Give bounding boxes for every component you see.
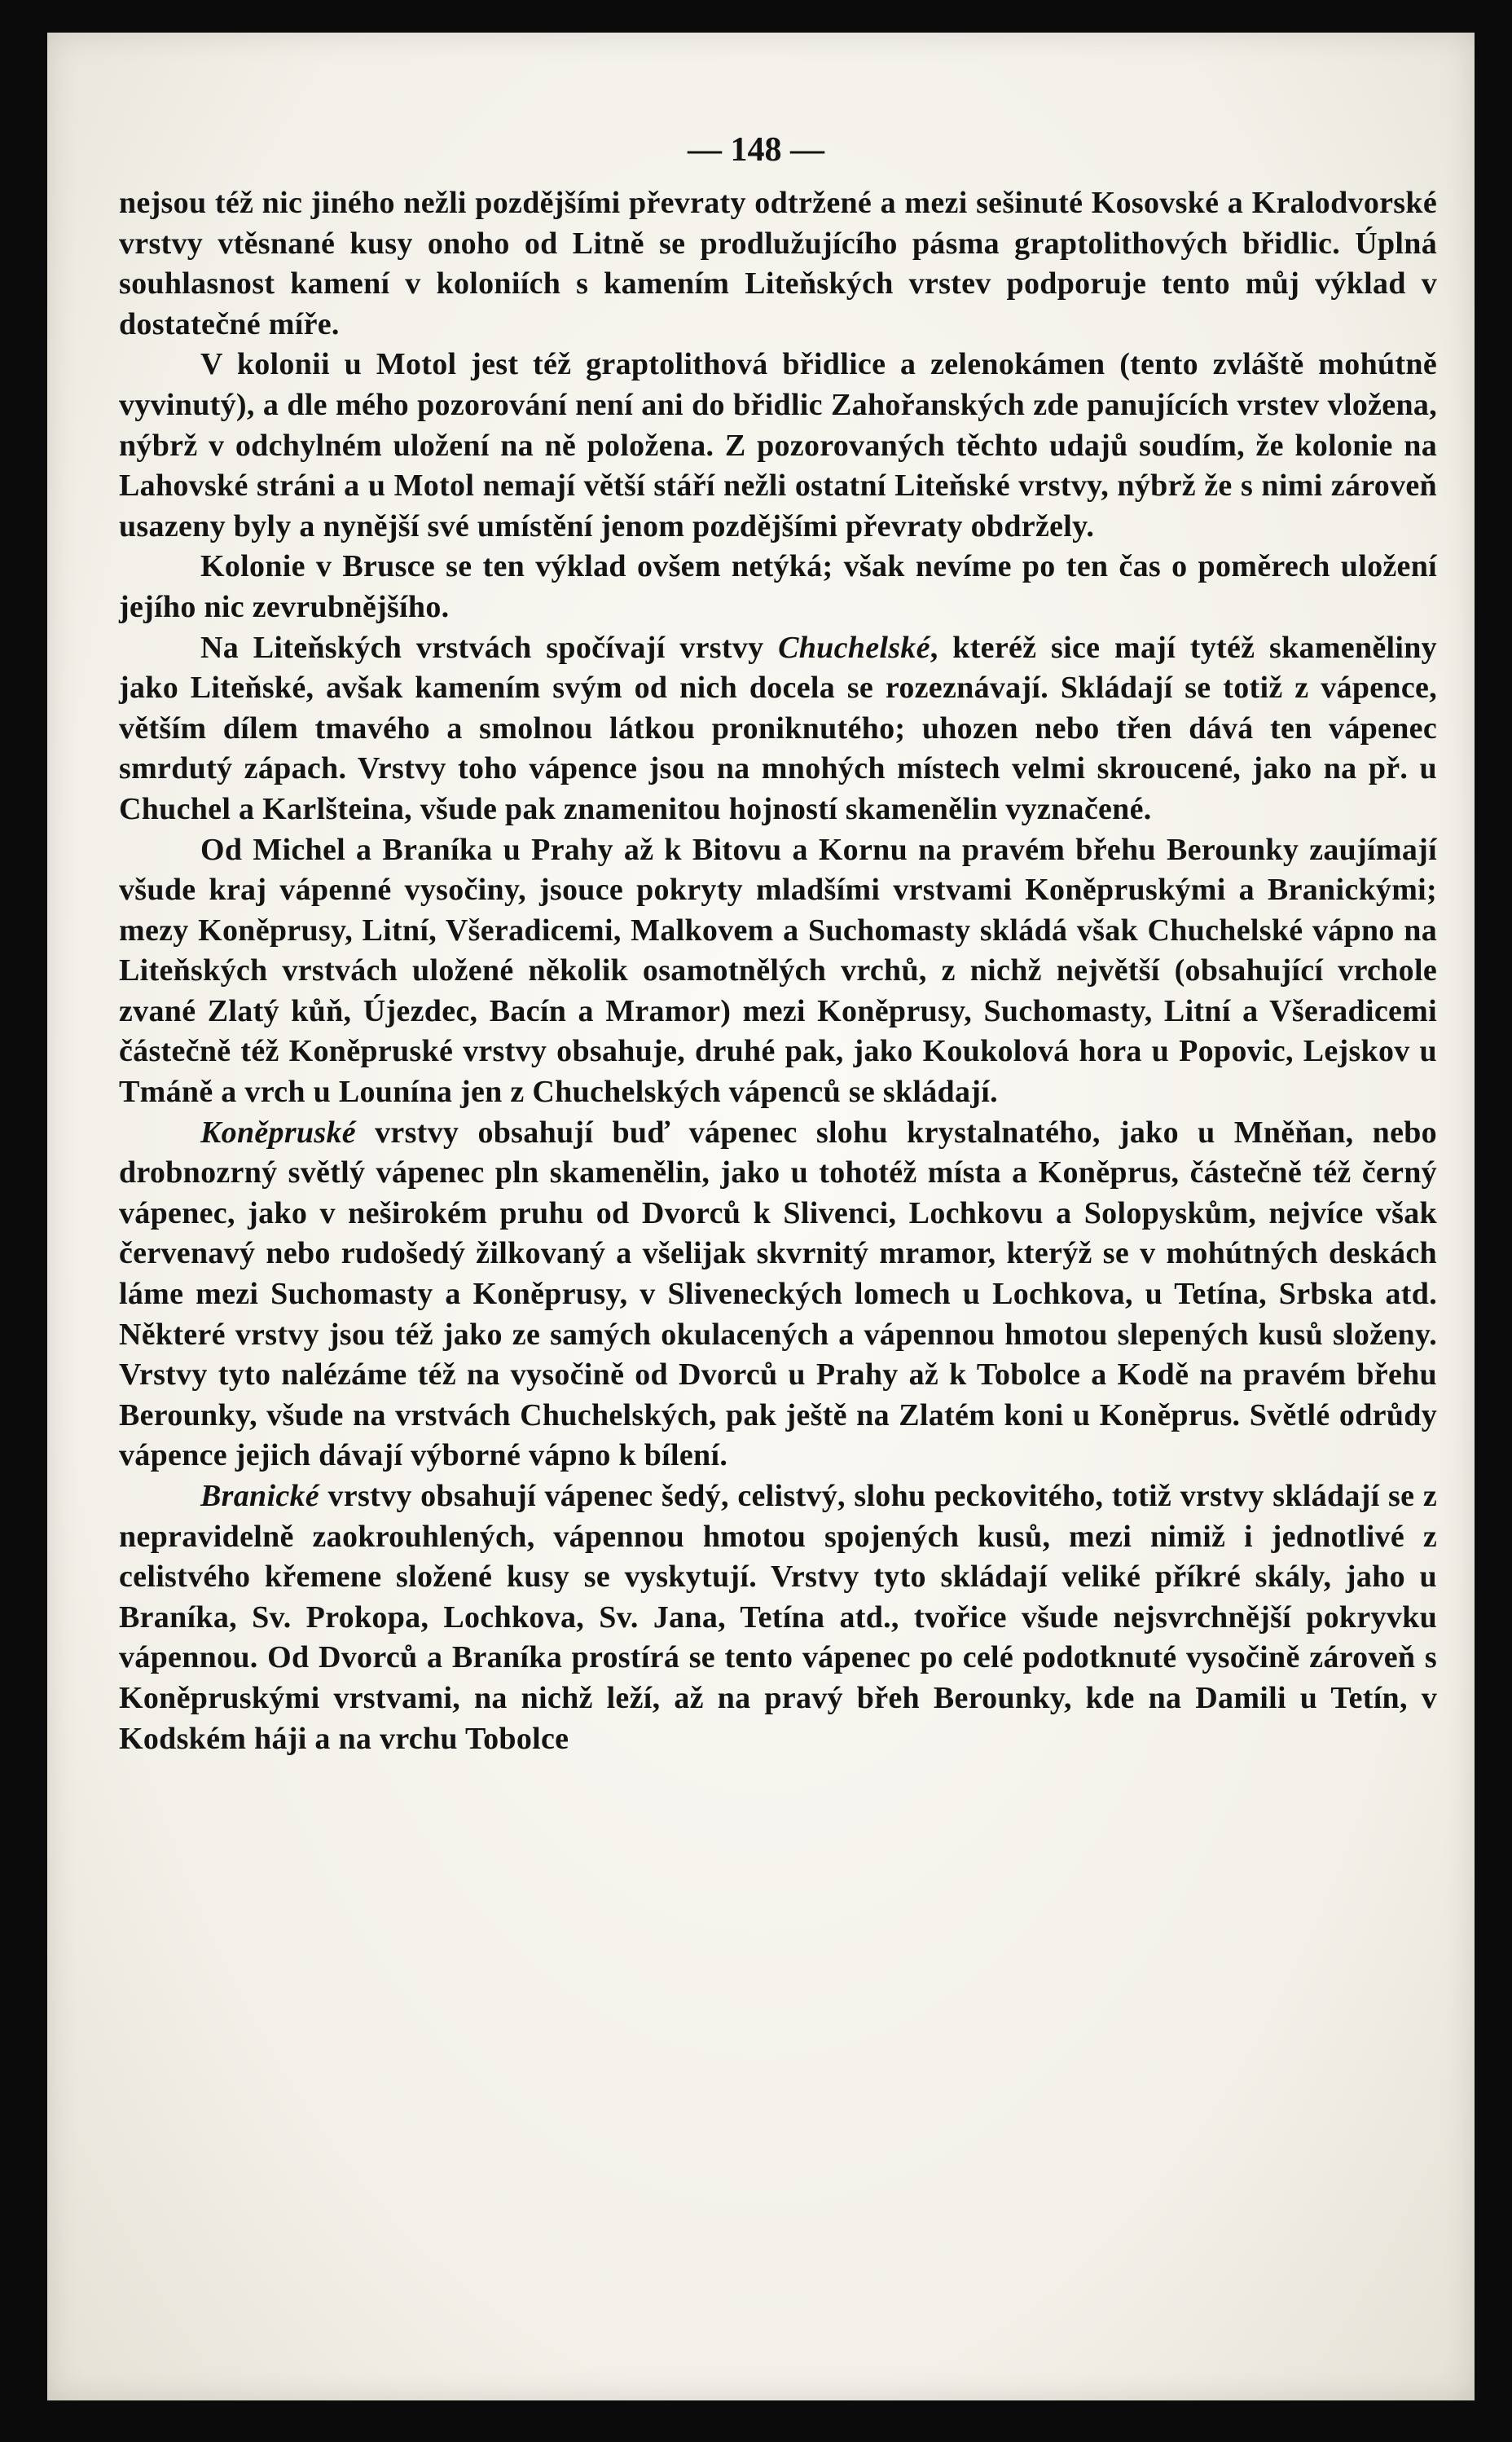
italic-term: Branické	[200, 1479, 319, 1513]
paragraph	[119, 830, 1437, 1113]
paragraph	[119, 547, 1437, 627]
text-run: vrstvy obsahují buď vápenec slohu krystalnatého, jako u Mněňan, nebo drobnozrný světlý vápenec pln skamenělin, jako u tohotéž místa a Koněprus, částečně též černý vápenec, jako v neširokém pruhu od Dvorců k Slivenci, Lochkovu a Solopyskům, nejvíce však červenavý nebo rudošedý žilkovaný a všelijak skvrnitý mramor, kterýž se v mohútných deskách láme mezi Suchomasty a Koněprusy, v Sliveneckých lomech u Lochkova, u Tetína, Srbska atd. Některé vrstvy jsou též jako ze samých okulacených a vápennou hmotou slepených kusů složeny. Vrstvy tyto nalézáme též na vysočině od Dvorců u Prahy až k Tobolce a Kodě na pravém břehu Berounky, všude na vrstvách Chuchelských, pak ještě na Zlatém koni u Koněprus. Světlé odrůdy vápence jejich dávají výborné vápno k bílení.	[119, 1115, 1437, 1473]
page-number: — 148 —	[688, 131, 824, 169]
paragraph	[119, 183, 1437, 345]
text-run: Kolonie v Brusce se ten výklad ovšem netýká; však nevíme po ten čas o poměrech uložení jejího nic zevrubnějšího.	[119, 549, 1437, 624]
body-text	[119, 183, 1437, 1759]
text-run: Od Michel a Braníka u Prahy až k Bitovu a Kornu na pravém břehu Berounky zaujímají všude kraj vápenné vysočiny, jsouce pokryty mladšími vrstvami Koněpruskými a Branickými; mezy Koněprusy, Litní, Všeradicemi, Malkovem a Suchomasty skládá však Chuchelské vápno na Liteňských vrstvách uložené několik osamotnělých vrchů, z nichž největší (obsahující vrchole zvané Zlatý kůň, Újezdec, Bacín a Mramor) mezi Koněprusy, Suchomasty, Litní a Všeradicemi částečně též Koněpruské vrstvy obsahuje, druhé pak, jako Koukolová hora u Popovic, Lejskov u Tmáně a vrch u Lounína jen z Chuchelských vápenců se skládají.	[119, 832, 1437, 1110]
paragraph	[119, 628, 1437, 830]
italic-term: Koněpruské	[200, 1115, 356, 1150]
paragraph	[119, 1476, 1437, 1759]
text-run: Na Liteňských vrstvách spočívají vrstvy	[200, 630, 779, 665]
paragraph	[119, 345, 1437, 547]
text-run: V kolonii u Motol jest též graptolithová břidlice a zelenokámen (tento zvláště mohútně vyvinutý), a dle mého pozorování není ani do břidlic Zahořanských zde panujících vrstev vložena, nýbrž v odchylném uložení na ně položena. Z pozorovaných těchto udajů soudím, že kolonie na Lahovské stráni a u Motol nemají větší stáří nežli ostatní Liteňské vrstvy, nýbrž že s nimi zároveň usazeny byly a nynější své umístění jenom pozdějšími převraty obdržely.	[119, 347, 1437, 543]
paragraph	[119, 1113, 1437, 1476]
text-run: nejsou též nic jiného nežli pozdějšími převraty odtržené a mezi sešinuté Kosovské a Kralodvorské vrstvy vtěsnané kusy onoho od Litně se prodlužujícího pásma graptolithových břidlic. Úplná souhlasnost kamení v koloniích s kamením Liteňských vrstev podporuje tento můj výklad v dostatečné míře.	[119, 186, 1437, 341]
text-run: , kteréž sice mají tytéž skameněliny jako Liteňské, avšak kamením svým od nich docela se rozeznávají. Skládají se totiž z vápence, větším dílem tmavého a smolnou látkou proniknutého; uhozen nebo třen dává ten vápenec smrdutý zápach. Vrstvy toho vápence jsou na mnohých místech velmi skroucené, jako na př. u Chuchel a Karlšteina, všude pak znamenitou hojností skamenělin vyznačené.	[119, 630, 1437, 826]
text-run: vrstvy obsahují vápenec šedý, celistvý, slohu peckovitého, totiž vrstvy skládají se z nepravidelně zaokrouhlených, vápennou hmotou spojených kusů, mezi nimiž i jednotlivé z celistvého křemene složené kusy se vyskytují. Vrstvy tyto skládají veliké příkré skály, jaho u Braníka, Sv. Prokopa, Lochkova, Sv. Jana, Tetína atd., tvořice všude nejsvrchnější pokryvku vápennou. Od Dvorců a Braníka prostírá se tento vápenec po celé podotknuté vysočině zároveň s Koněpruskými vrstvami, na nichž leží, až na pravý břeh Berounky, kde na Damili u Tetín, v Kodském háji a na vrchu Tobolce	[119, 1479, 1437, 1756]
italic-term: Chuchelské	[778, 630, 930, 665]
